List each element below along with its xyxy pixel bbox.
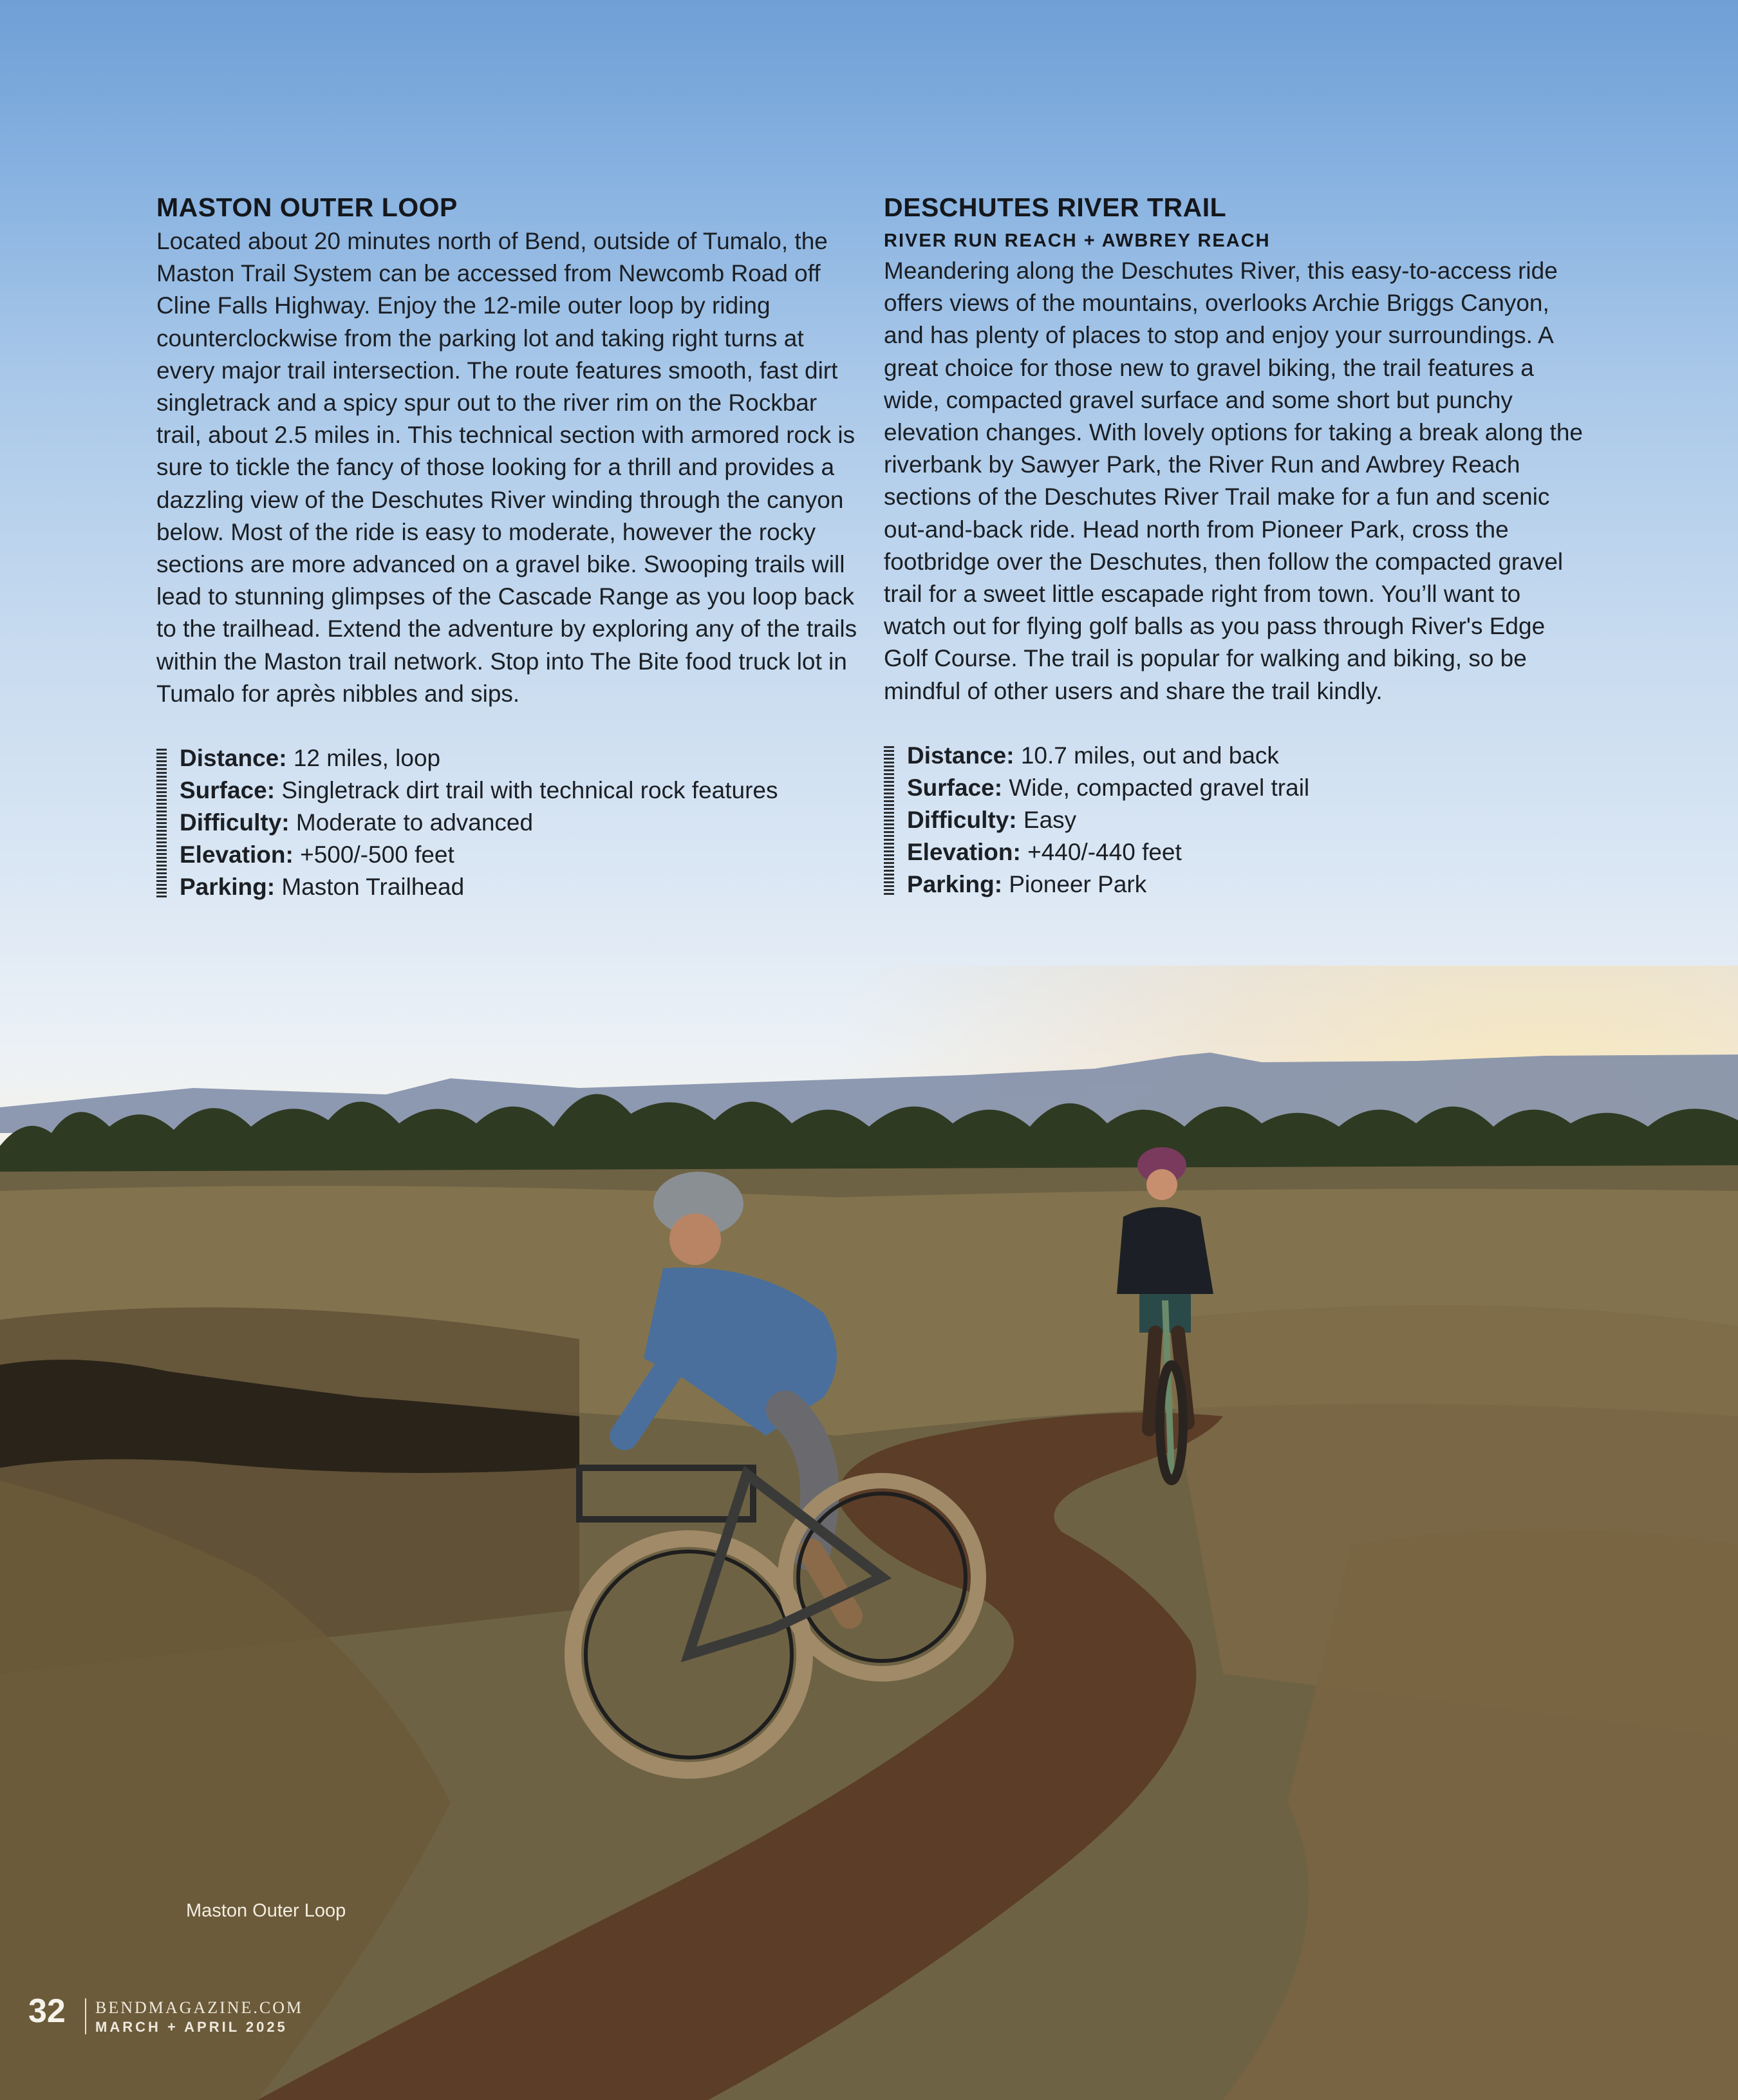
deschutes-river-trail-section [884, 191, 1585, 901]
spec-value: Wide, compacted gravel trail [1009, 774, 1310, 801]
dotted-rule [884, 746, 894, 895]
dotted-rule [156, 749, 167, 898]
spec-value: +500/-500 feet [300, 841, 454, 868]
spec-label: Surface: [907, 774, 1003, 801]
spec-label: Parking: [180, 874, 276, 901]
footer-divider [85, 1998, 86, 2034]
section-heading: MASTON OUTER LOOP [156, 192, 458, 222]
spec-label: Elevation: [180, 841, 294, 868]
site-link[interactable]: BENDMAGAZINE.COM [95, 1998, 304, 2017]
spec-distance [180, 742, 858, 774]
spec-value: Singletrack dirt trail with technical rock features [281, 777, 778, 804]
photo-caption: Maston Outer Loop [186, 1900, 346, 1921]
spec-parking [180, 871, 858, 903]
spec-label: Distance: [907, 742, 1014, 769]
spec-elevation [180, 839, 858, 871]
spec-value: Maston Trailhead [281, 874, 465, 901]
spec-value: Easy [1023, 806, 1077, 833]
spec-label: Difficulty: [907, 806, 1017, 833]
trail-specs [884, 740, 1585, 901]
spec-distance [907, 740, 1585, 772]
section-heading: DESCHUTES RIVER TRAIL [884, 192, 1227, 222]
spec-parking [907, 868, 1585, 901]
spec-value: 10.7 miles, out and back [1020, 742, 1279, 769]
spec-value: Moderate to advanced [295, 809, 534, 836]
page-number: 32 [28, 1992, 66, 2030]
spec-elevation [907, 836, 1585, 868]
spec-label: Surface: [180, 777, 276, 804]
trail-specs [156, 742, 858, 903]
spec-surface [907, 772, 1585, 804]
spec-difficulty [907, 804, 1585, 836]
spec-value: Pioneer Park [1009, 870, 1147, 897]
spec-value: +440/-440 feet [1027, 838, 1182, 865]
issue-date: MARCH + APRIL 2025 [95, 2019, 288, 2035]
spec-value: 12 miles, loop [293, 745, 441, 772]
section-body: Located about 20 minutes north of Bend, outside of Tumalo, the Maston Trail System can be accessed from Newcomb Road off Cline Falls Highway. Enjoy the 12-mile outer loop by riding counterclockwise from the parking lot and taking right turns at every major trail intersection. The route features smooth, fast dirt singletrack and a spicy spur out to the river rim on the Rockbar trail, about 2.5 miles in. This technical section with armored rock is sure to tickle the fancy of those looking for a thrill and provides a dazzling view of the Deschutes River winding through the canyon below. Most of the ride is easy to moderate, however the rocky sections are more advanced on a gravel bike. Swooping trails will lead to stunning glimpses of the Cascade Range as you loop back to the trailhead. Extend the adventure by exploring any of the trails within the Maston trail network. Stop into The Bite food truck lot in Tumalo for après nibbles and sips. [156, 228, 857, 707]
maston-outer-loop-section [156, 191, 858, 903]
section-subheading: RIVER RUN REACH + AWBREY REACH [884, 230, 1271, 251]
spec-label: Parking: [907, 870, 1003, 897]
spec-label: Difficulty: [180, 809, 290, 836]
spec-difficulty [180, 807, 858, 839]
section-body: Meandering along the Deschutes River, this easy-to-access ride offers views of the mountains, overlooks Archie Briggs Canyon, and has plenty of places to stop and enjoy your surroundings. A great choice for those new to gravel biking, the trail features a wide, compacted gravel surface and some short but punchy elevation changes. With lovely options for taking a break along the riverbank by Sawyer Park, the River Run and Awbrey Reach sections of the Deschutes River Trail make for a fun and scenic out-and-back ride. Head north from Pioneer Park, cross the footbridge over the Deschutes, then follow the compacted gravel trail for a sweet little escapade right from town. You’ll want to watch out for flying golf balls as you pass through River's Edge Golf Course. The trail is popular for walking and biking, so be mindful of other users and share the trail kindly. [884, 258, 1583, 704]
spec-label: Elevation: [907, 838, 1021, 865]
spec-label: Distance: [180, 745, 287, 772]
spec-surface [180, 774, 858, 807]
